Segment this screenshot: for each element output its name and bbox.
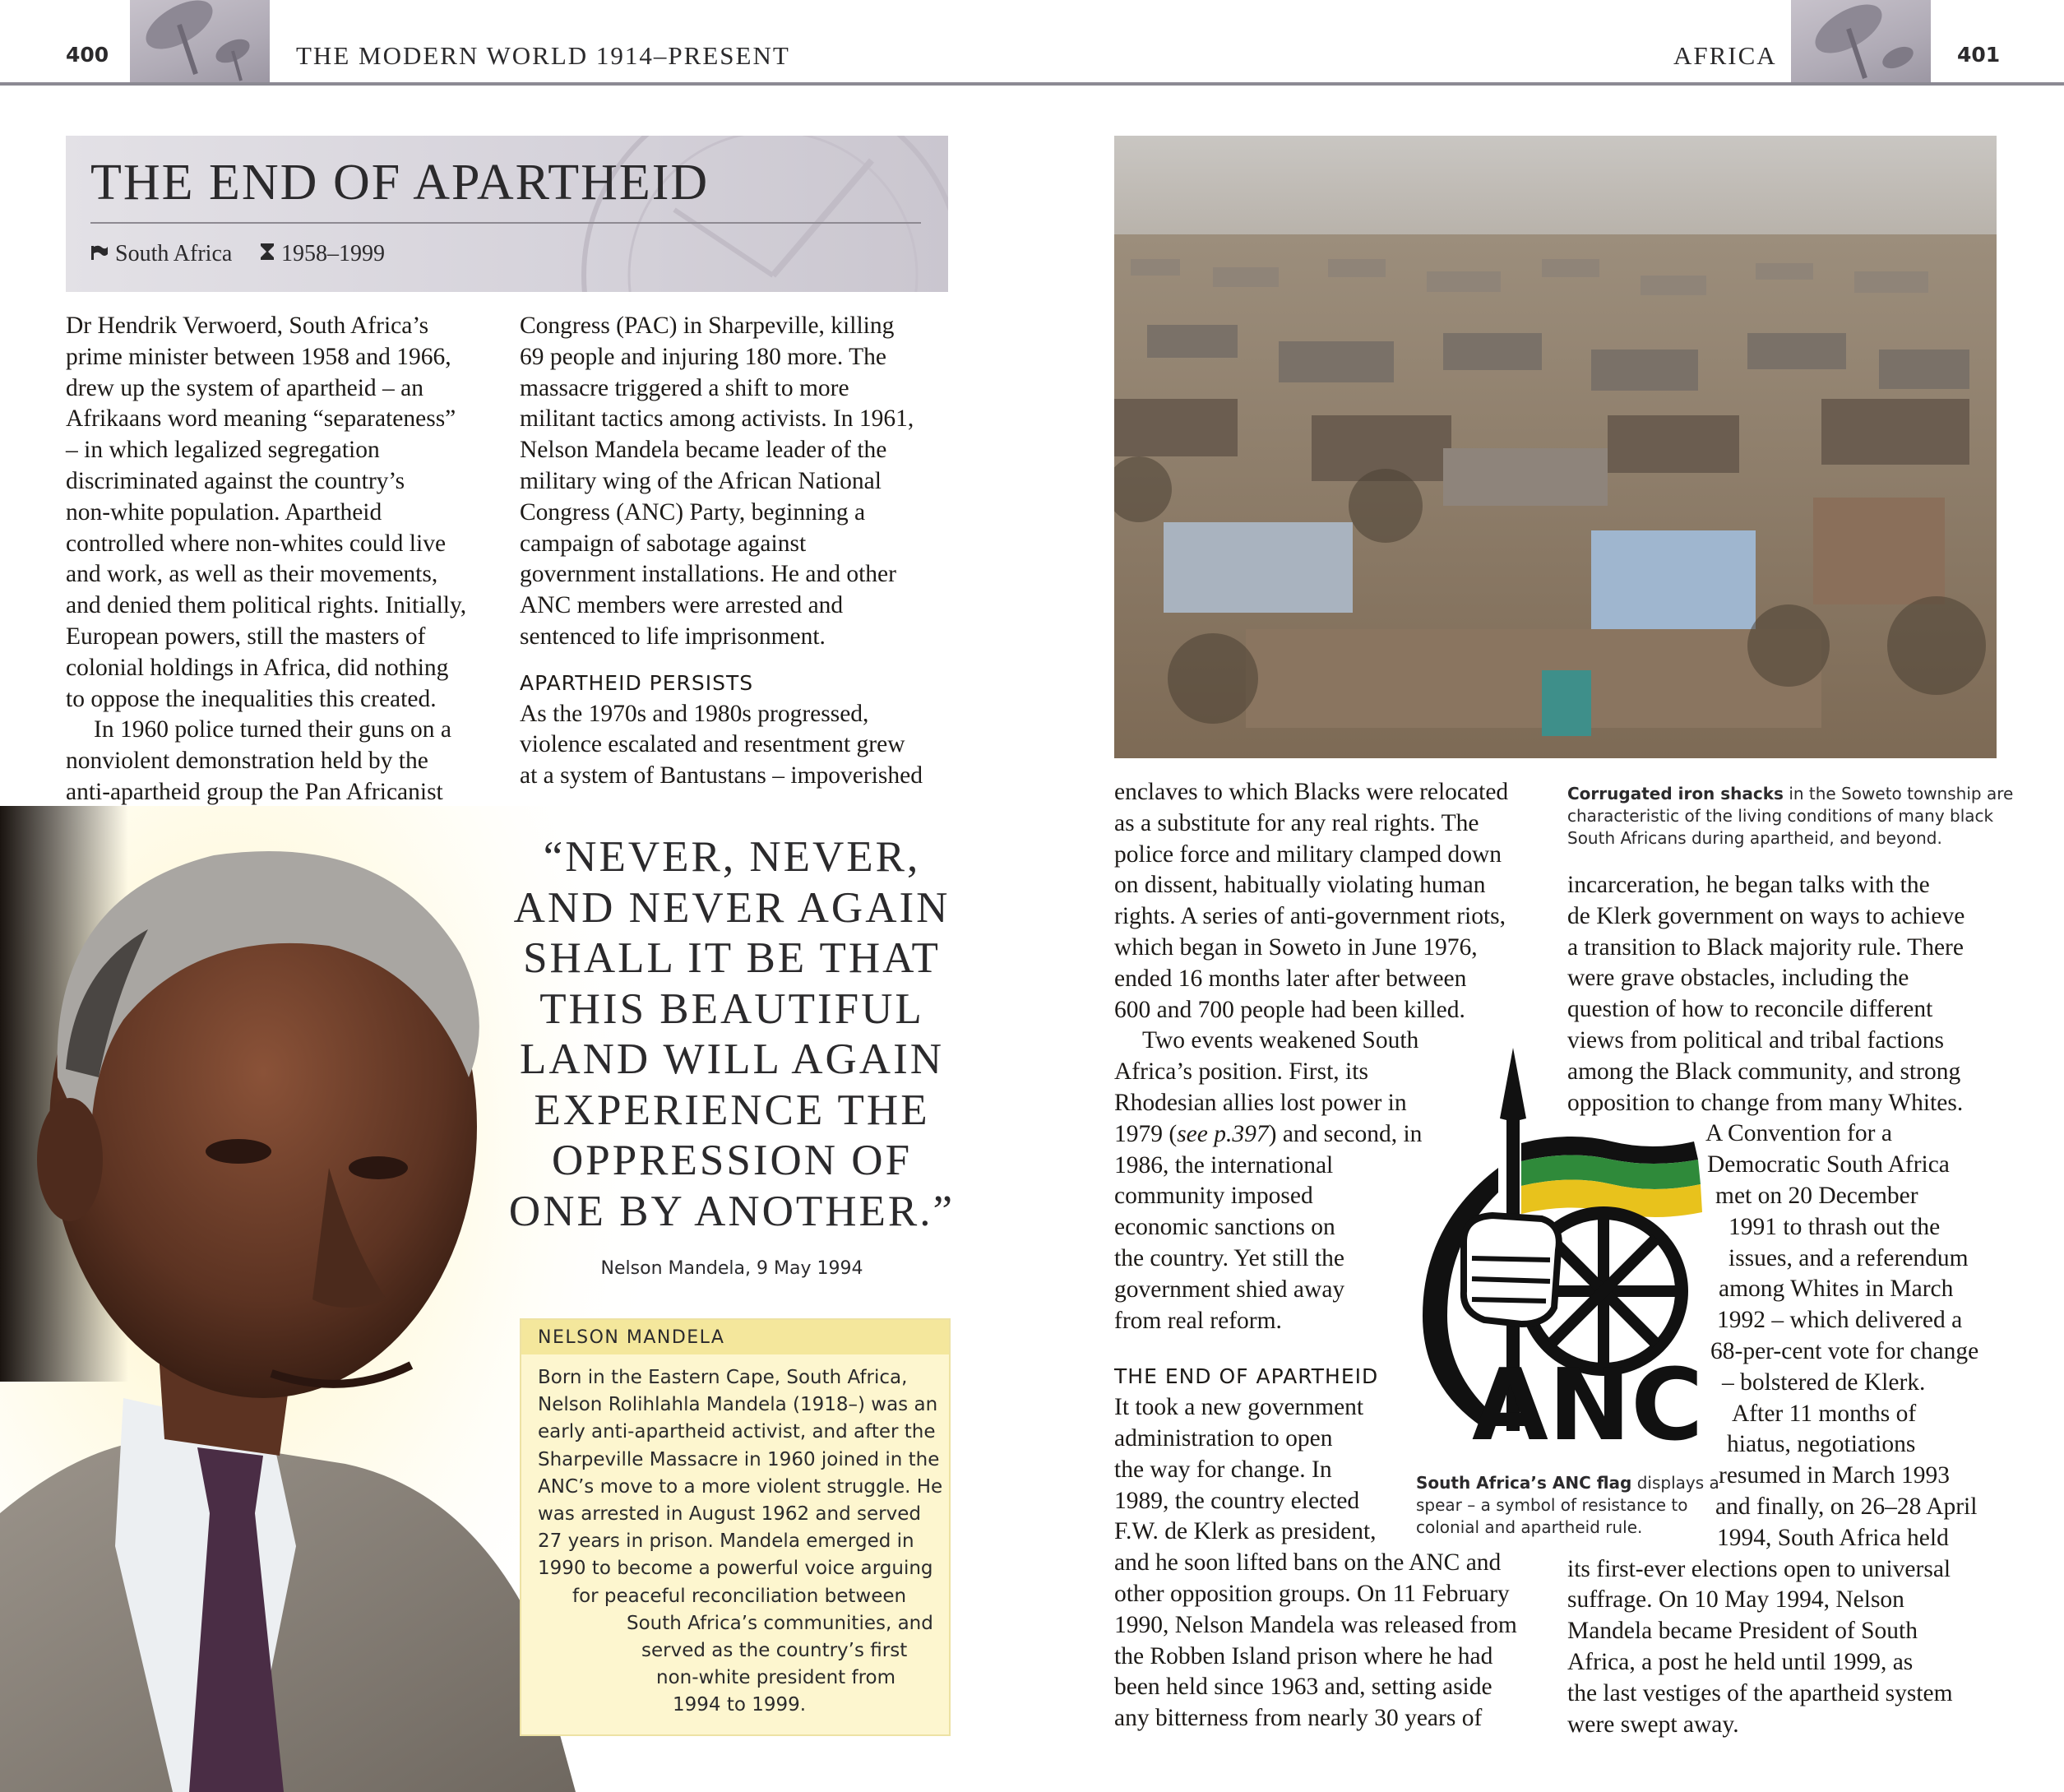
body-column-1: Dr Hendrik Verwoerd, South Africa’s prime minister between 1958 and 1966, drew up the system of apartheid – an Afrikaans word meaning “separateness” – in which legalized segregation discriminated against the country’s non-white population. Apartheid controlled where non-whites could live and work, as well as their movements, and denied them political rights. Initially, European powers, still the masters of colonial holdings in Africa, did nothing to oppose the inequalities this created. In 1960 police turned their guns on a nonviolent demonstration held by the anti-apartheid group the Pan Africanist — [66, 313, 467, 805]
quote-attribution: Nelson Mandela, 9 May 1994 — [600, 1258, 863, 1279]
body-column-2: Congress (PAC) in Sharpeville, killing 69 people and injuring 180 more. The massacre triggered a shift to more militant tactics among activists. In 1961, Nelson Mandela became leader of the military wing of the African National Congress (ANC) Party, beginning a campaign of sabotage against government installations. He and other ANC members were arrested and sentenced to life imprisonment. APARTHEID PERSISTS As the 1970s and 1980s progressed, violence escalated and resentment grew at a system of Bantustans – impoverished — [520, 311, 964, 792]
pull-quote: “NEVER, NEVER, AND NEVER AGAIN SHALL IT BE THAT THIS BEAUTIFUL LAND WILL AGAIN EXPERIENCE THE OPPRESSION OF ONE BY ANOTHER.” — [508, 833, 956, 1235]
right-page-number: 401 — [1957, 43, 2001, 67]
dates-label: 1958–1999 — [281, 241, 385, 266]
subhead-apartheid-persists: APARTHEID PERSISTS — [520, 670, 754, 695]
flag-icon — [90, 241, 109, 267]
satellite-dish-thumbnail — [130, 0, 270, 82]
page-title: THE END OF APARTHEID — [90, 155, 710, 211]
anc-flag-illustration — [1406, 1044, 1719, 1472]
title-rule — [90, 222, 921, 224]
anc-text: ANC — [1472, 1349, 1704, 1463]
anc-flag-caption: South Africa’s ANC flag displays a spear – a symbol of resistance to colonial and apartheid rule. — [1416, 1473, 1719, 1537]
soweto-shacks-photo — [1114, 136, 1997, 758]
hourglass-icon — [260, 241, 275, 267]
cross-reference-line: 1979 (see p.397) and second, in — [1114, 1120, 1423, 1147]
left-page-number: 400 — [66, 43, 109, 67]
nelson-mandela-sidebar — [520, 1318, 951, 1736]
sidebar-heading: NELSON MANDELA — [538, 1327, 725, 1348]
satellite-dish-thumbnail-right — [1791, 0, 1931, 82]
page-cross-reference[interactable]: see p.397 — [1177, 1120, 1269, 1147]
right-running-title: AFRICA — [1673, 41, 1777, 70]
feature-title-box — [66, 136, 948, 292]
sidebar-text: Born in the Eastern Cape, South Africa, Nelson Rolihlahla Mandela (1918–) was an early anti-apartheid activist, and after the Sharpeville Massacre in 1960 joined in the ANC’s move to a more violent struggle. He was arrested in August 1962 and served 27 years in prison. Mandela emerged in 1990 to become a powerful voice arguing for peaceful reconciliation between South Africa’s communities, and served as the country’s first non-white president from 1994 to 1999. — [538, 1367, 943, 1716]
body-column-3: enclaves to which Blacks were relocated as a substitute for any real rights. The police force and military clamped down on dissent, habitually violating human rights. A series of anti-government riots, which began in Soweto in June 1976, ended 16 months later after between 600 and 700 people had been killed. Two events weakened South Africa’s position. First, its Rhodesian allies lost power in 1979 (see p.397) and second, in 1986, the international community imposed economic sanctions on the country. Yet still the government shied away from real reform. THE END OF APARTHEID It took a new government administration to open the way for change. In 1989, the country elected F.W. de Klerk as president, and he soon lifted bans on the ANC and other opposition groups. On 11 February 1990, Nelson Mandela was released from the Robben Island prison where he had been held since 1963 and, setting aside any bitterness from nearly 30 years of — [1114, 777, 1558, 1734]
left-running-title: THE MODERN WORLD 1914–PRESENT — [296, 41, 790, 70]
sidebar-heading-bar — [521, 1320, 949, 1354]
body-column-4: incarceration, he began talks with the de Klerk government on ways to achieve a transition to Black majority rule. There were grave obstacles, including the question of how to reconcile different views from political and tribal factions among the Black community, and strong opposition to change from many Whites. A Convention for a Democratic South Africa met on 20 December 1991 to thrash out the issues, and a referendum among Whites in March 1992 – which delivered a 68-per-cent vote for change – bolstered de Klerk. After 11 months of hiatus, negotiations resumed in March 1993 and finally, on 26–28 April 1994, South Africa held its first-ever elections open to universal suffrage. On 10 May 1994, Nelson Mandela became President of South Africa, a post he held until 1999, as the last vestiges of the apartheid system were swept away. — [1567, 872, 1979, 1738]
photo-caption: Corrugated iron shacks in the Soweto township are characteristic of the living conditions of many black South Africans during apartheid, and beyond. — [1567, 784, 2014, 848]
subhead-end-of-apartheid: THE END OF APARTHEID — [1114, 1364, 1379, 1389]
location-label: South Africa — [115, 241, 233, 266]
